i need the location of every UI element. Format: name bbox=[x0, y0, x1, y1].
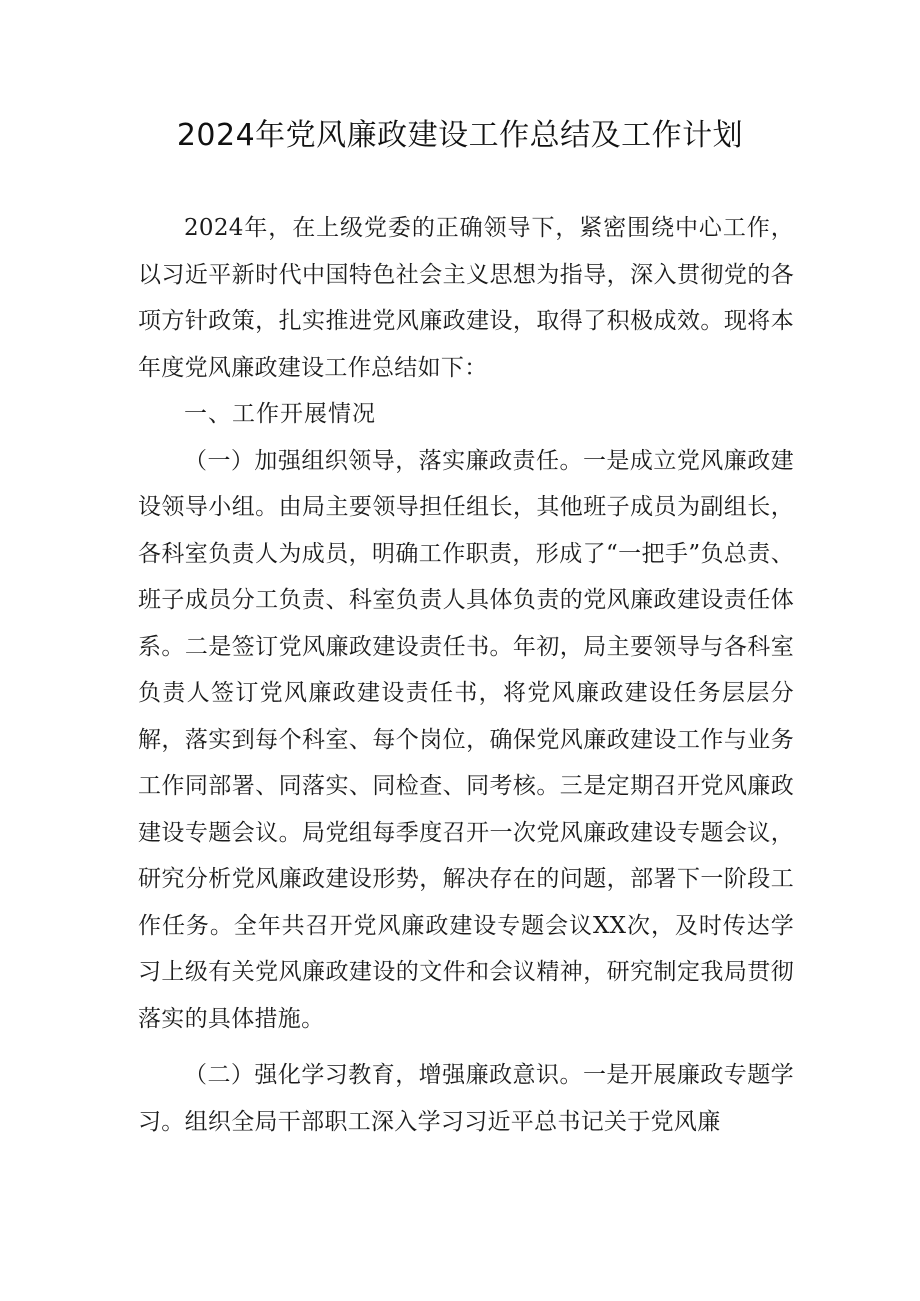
document-body bbox=[138, 205, 794, 1145]
section-heading-work-progress: 一、工作开展情况 bbox=[184, 401, 376, 427]
subsection-paragraph-leadership: （一）加强组织领导，落实廉政责任。一是成立党风廉政建设领导小组。由局主要领导担任组长，其他班子成员为副组长，各科室负责人为成员，明确工作职责，形成了“一把手”负总责、班子成员分工负责、科室负责人具体负责的党风廉政建设责任体系。二是签订党风廉政建设责任书。年初，局主要领导与各科室负责人签订党风廉政建设责任书，将党风廉政建设任务层层分解，落实到每个科室、每个岗位，确保党风廉政建设工作与业务工作同部署、同落实、同检查、同考核。三是定期召开党风廉政建设专题会议。局党组每季度召开一次党风廉政建设专题会议，研究分析党风廉政建设形势，解决存在的问题，部署下一阶段工作任务。全年共召开党风廉政建设专题会议XX次，及时传达学习上级有关党风廉政建设的文件和会议精神，研究制定我局贯彻落实的具体措施。 bbox=[138, 447, 794, 1032]
subsection-paragraph-education: （二）强化学习教育，增强廉政意识。一是开展廉政专题学习。组织全局干部职工深入学习习近平总书记关于党风廉 bbox=[138, 1062, 794, 1135]
intro-paragraph: 2024年，在上级党委的正确领导下，紧密围绕中心工作，以习近平新时代中国特色社会主义思想为指导，深入贯彻党的各项方针政策，扎实推进党风廉政建设，取得了积极成效。现将本年度党风廉政建设工作总结如下： bbox=[138, 215, 794, 381]
document-title: 2024年党风廉政建设工作总结及工作计划 bbox=[176, 118, 744, 153]
